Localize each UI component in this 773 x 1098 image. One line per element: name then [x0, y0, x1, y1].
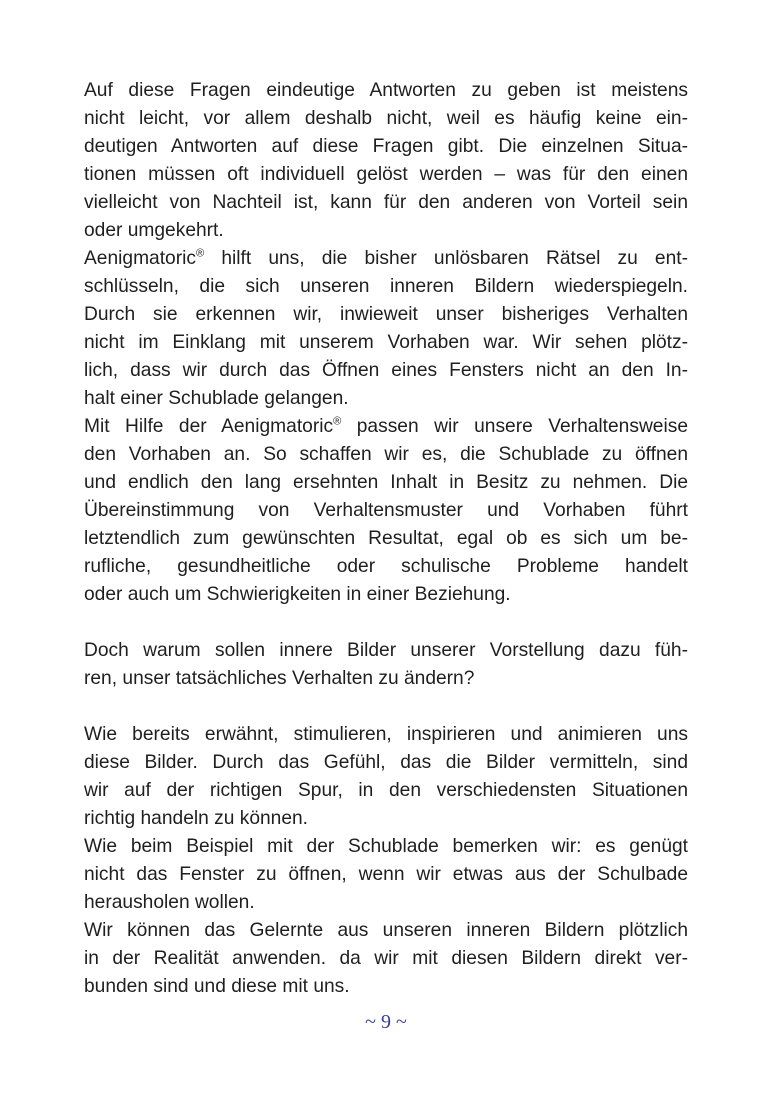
text-line: deutigen Antworten auf diese Fragen gibt. Die einzelnen Situa-: [84, 136, 688, 157]
text-line: in der Realität anwenden. da wir mit diesen Bildern direkt ver-: [84, 948, 688, 969]
text-line: Wie bereits erwähnt, stimulieren, inspirieren und animieren uns: [84, 724, 688, 745]
registered-trademark-symbol: ®: [195, 247, 205, 260]
text-line: richtig handeln zu können.: [84, 808, 309, 829]
registered-trademark-symbol: ®: [333, 415, 342, 428]
text-line: lich, dass wir durch das Öffnen eines Fensters nicht an den In-: [84, 360, 688, 381]
text-line: Übereinstimmung von Verhaltensmuster und Vorhaben führt: [84, 500, 688, 521]
text-line: diese Bilder. Durch das Gefühl, das die Bilder vermitteln, sind: [84, 752, 688, 773]
text-line: Doch warum sollen innere Bilder unserer Vorstellung dazu füh-: [84, 640, 688, 661]
text-line: Wir können das Gelernte aus unseren inneren Bildern plötzlich: [84, 920, 688, 941]
paragraph: [84, 77, 688, 245]
text-line: den Vorhaben an. So schaffen wir es, die Schublade zu öffnen: [84, 444, 688, 465]
text-line: bunden sind und diese mit uns.: [84, 976, 350, 997]
text-line: nicht das Fenster zu öffnen, wenn wir etwas aus der Schulbade: [84, 864, 688, 885]
text-line: nicht im Einklang mit unserem Vorhaben war. Wir sehen plötz-: [84, 332, 688, 353]
text-line: Mit Hilfe der Aenigmatoric® passen wir unsere Verhaltensweise: [84, 415, 688, 437]
text-line: Wie beim Beispiel mit der Schublade bemerken wir: es genügt: [84, 836, 688, 857]
text-line: letztendlich zum gewünschten Resultat, egal ob es sich um be-: [84, 528, 688, 549]
paragraph: [84, 413, 688, 609]
page-number: ~ 9 ~: [365, 1011, 407, 1033]
paragraph: [84, 917, 688, 1001]
text-line: halt einer Schublade gelangen.: [84, 388, 349, 409]
paragraph: [84, 245, 688, 413]
text-line: vielleicht von Nachteil ist, kann für den anderen von Vorteil sein: [84, 192, 688, 213]
text-line: schlüsseln, die sich unseren inneren Bildern wiederspiegeln.: [84, 276, 688, 297]
paragraph: [84, 833, 688, 917]
text-line: und endlich den lang ersehnten Inhalt in Besitz zu nehmen. Die: [84, 472, 688, 493]
text-line: herausholen wollen.: [84, 892, 255, 913]
paragraph: [84, 721, 688, 833]
paragraph: [84, 637, 688, 693]
text-line: Auf diese Fragen eindeutige Antworten zu geben ist meistens: [84, 80, 688, 101]
text-line: wir auf der richtigen Spur, in den verschiedensten Situationen: [84, 780, 688, 801]
text-line: ren, unser tatsächliches Verhalten zu ändern?: [84, 668, 475, 689]
text-line: nicht leicht, vor allem deshalb nicht, weil es häufig keine ein-: [84, 108, 688, 129]
body-text-block: [84, 77, 688, 1001]
text-line: tionen müssen oft individuell gelöst werden – was für den einen: [84, 164, 688, 185]
text-line: Aenigmatoric® hilft uns, die bisher unlösbaren Rätsel zu ent-: [84, 247, 688, 269]
text-line: oder auch um Schwierigkeiten in einer Beziehung.: [84, 584, 511, 605]
text-line: oder umgekehrt.: [84, 220, 224, 241]
text-line: Durch sie erkennen wir, inwieweit unser bisheriges Verhalten: [84, 304, 688, 325]
text-line: rufliche, gesundheitliche oder schulische Probleme handelt: [84, 556, 688, 577]
